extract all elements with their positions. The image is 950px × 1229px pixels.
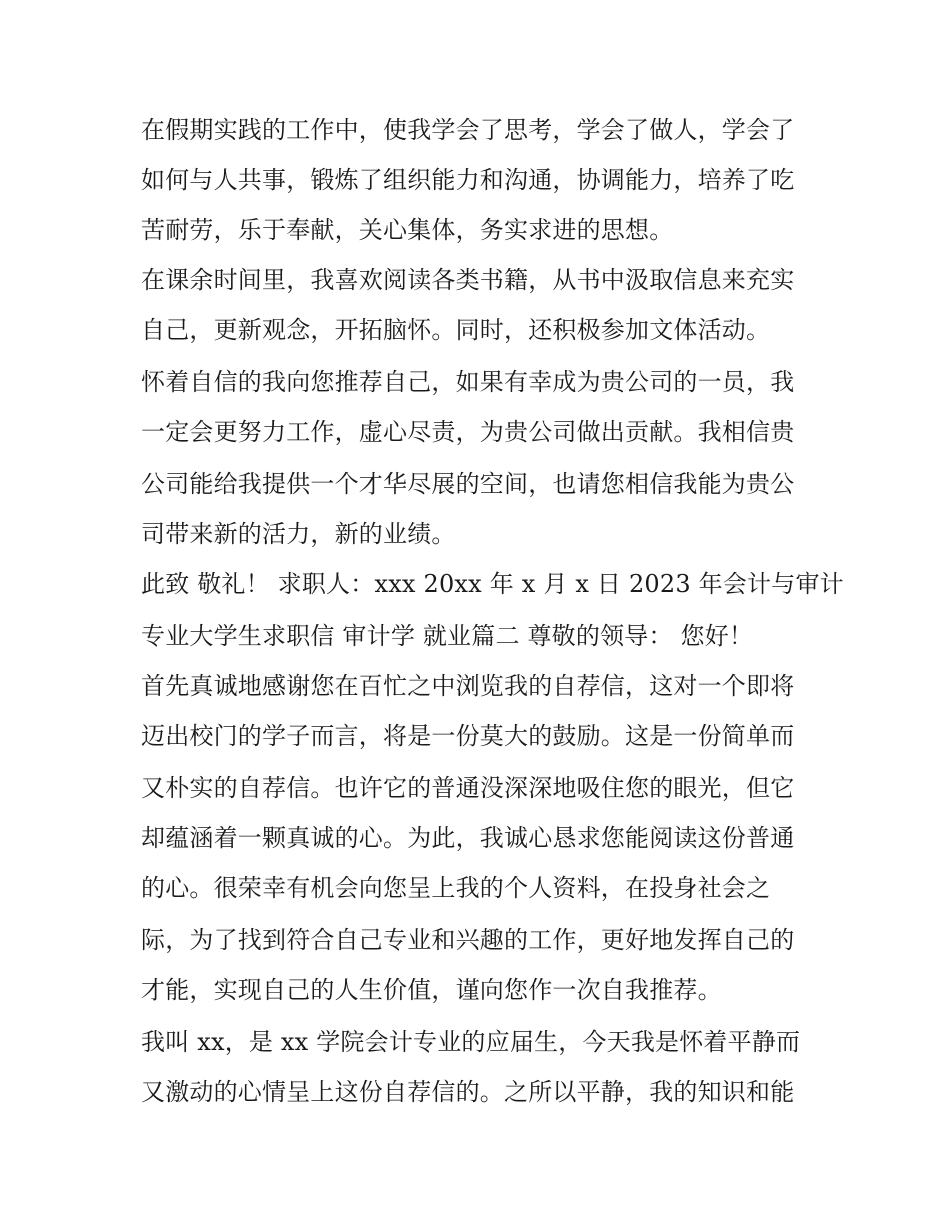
text-line: 自己，更新观念，开拓脑怀。同时，还积极参加文体活动。 <box>141 316 771 344</box>
text-line: 我叫 xx，是 xx 学院会计专业的应届生，今天我是怀着平静而 <box>141 1028 801 1056</box>
text-line: 专业大学生求职信 审计学 就业篇二 尊敬的领导： 您好！ <box>141 622 754 650</box>
text-line: 司带来新的活力，新的业绩。 <box>141 520 456 548</box>
text-line: 公司能给我提供一个才华尽展的空间，也请您相信我能为贵公 <box>141 470 795 498</box>
text-line: 一定会更努力工作，虚心尽责，为贵公司做出贡献。我相信贵 <box>141 418 795 446</box>
text-line: 苦耐劳，乐于奉献，关心集体，务实求进的思想。 <box>141 216 674 244</box>
text-line: 却蕴涵着一颗真诚的心。为此，我诚心恳求您能阅读这份普通 <box>141 824 795 852</box>
text-line: 首先真诚地感谢您在百忙之中浏览我的自荐信，这对一个即将 <box>141 672 795 700</box>
text-line: 又朴实的自荐信。也许它的普通没深深地吸住您的眼光，但它 <box>141 774 795 802</box>
text-line: 际，为了找到符合自己专业和兴趣的工作，更好地发挥自己的 <box>141 926 795 954</box>
text-line: 如何与人共事，锻炼了组织能力和沟通，协调能力，培养了吃 <box>141 166 795 194</box>
text-line: 此致 敬礼！ 求职人：xxx 20xx 年 x 月 x 日 2023 年会计与审计 <box>141 570 844 598</box>
text-line: 的心。很荣幸有机会向您呈上我的个人资料，在投身社会之 <box>141 874 771 902</box>
text-line: 在假期实践的工作中，使我学会了思考，学会了做人，学会了 <box>141 116 795 144</box>
text-line: 在课余时间里，我喜欢阅读各类书籍，从书中汲取信息来充实 <box>141 266 795 294</box>
text-line: 才能，实现自己的人生价值，谨向您作一次自我推荐。 <box>141 976 722 1004</box>
text-line: 又激动的心情呈上这份自荐信的。之所以平静，我的知识和能 <box>141 1078 795 1106</box>
text-line: 怀着自信的我向您推荐自己，如果有幸成为贵公司的一员，我 <box>141 368 795 396</box>
text-line: 迈出校门的学子而言，将是一份莫大的鼓励。这是一份简单而 <box>141 722 795 750</box>
